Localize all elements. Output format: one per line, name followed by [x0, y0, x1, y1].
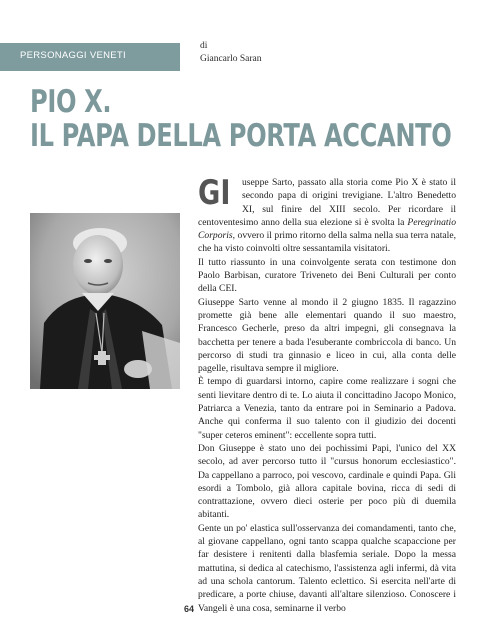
article-body	[198, 173, 456, 615]
section-label: PERSONAGGI VENETI	[20, 50, 126, 61]
article-paragraph: Don Giuseppe è stato uno dei pochissimi Papi, l'unico del XX secolo, ad aver percorso tutto il "cursus honorum ecclesiastico". Da cappellano a parroco, poi vescovo, cardinale e quindi Papa. Gli esordi a Tombolo, già allora capitale bovina, ricca di sedi di contrattazione, ovvero dieci osterie per poco più di duemila abitanti.	[198, 442, 456, 521]
lead-end: ovvero il primo ritorno della salma nella sua terra natale, che ha visto coinvolti oltre sessantamila visitatori.	[198, 230, 456, 255]
byline	[200, 40, 261, 66]
article-paragraph: È tempo di guardarsi intorno, capire come realizzare i sogni che senti lievitare dentro di te. Lo aiuta il concittadino Jacopo Monico, Patriarca a Venezia, tanto da entrare poi in Seminario a Padova. Anche qui conferma il suo talento con il giudizio dei docenti "super ceteros eminent": eccellente sopra tutti.	[198, 376, 456, 441]
lead-paragraph	[198, 173, 456, 256]
byline-author: Giancarlo Saran	[200, 54, 262, 64]
title-line-1: PIO X.	[30, 84, 112, 120]
article-paragraph: Il tutto riassunto in una coinvolgente serata con testimone don Paolo Barbisan, curatore Triveneto dei Beni Culturali per conto della CEI.	[198, 256, 456, 295]
lead-italic: Peregrinatio Corporis,	[198, 216, 456, 242]
lead-text: useppe Sarto, passato alla storia come Pio X è stato il secondo papa di origini trevigiane. L'altro Benedetto XI, sul finire del XIII secolo. Per ricordare il centoventesimo anno della sua elezione si è svolta la	[198, 177, 456, 228]
pope-portrait-photo	[30, 213, 180, 389]
byline-prefix: di	[200, 41, 208, 51]
article-paragraph: Gente un po' elastica sull'osservanza dei comandamenti, tanto che, al giovane cappellano, ogni tanto scappa qualche scapaccione per far desistere i renitenti dalla blasfemia seriale. Dopo la messa mattutina, si dedica al catechismo, l'assistenza agli infermi, dà vita ad una schola cantorum. Talento eclettico. Si esercita nell'arte di predicare, a porte chiuse, davanti all'altare silenzioso. Conoscere i Vangeli è una cosa, seminarne il verbo	[198, 522, 456, 614]
page-number: 64	[184, 604, 195, 614]
article-paragraph: Giuseppe Sarto venne al mondo il 2 giugno 1835. Il ragazzino promette già bene alle elementari quando il suo maestro, Francesco Gecherle, preso da altri impegni, gli consegnava la bacchetta per tenere a bada l'esuberante combriccola di banco. Un percorso di studi tra ginnasio e liceo in cui, alla conta delle pagelle, risultava sempre il migliore.	[198, 296, 456, 375]
drop-cap: GI	[198, 173, 231, 213]
title-line-2: IL PAPA DELLA PORTA ACCANTO	[30, 118, 452, 154]
page-title	[30, 84, 452, 154]
